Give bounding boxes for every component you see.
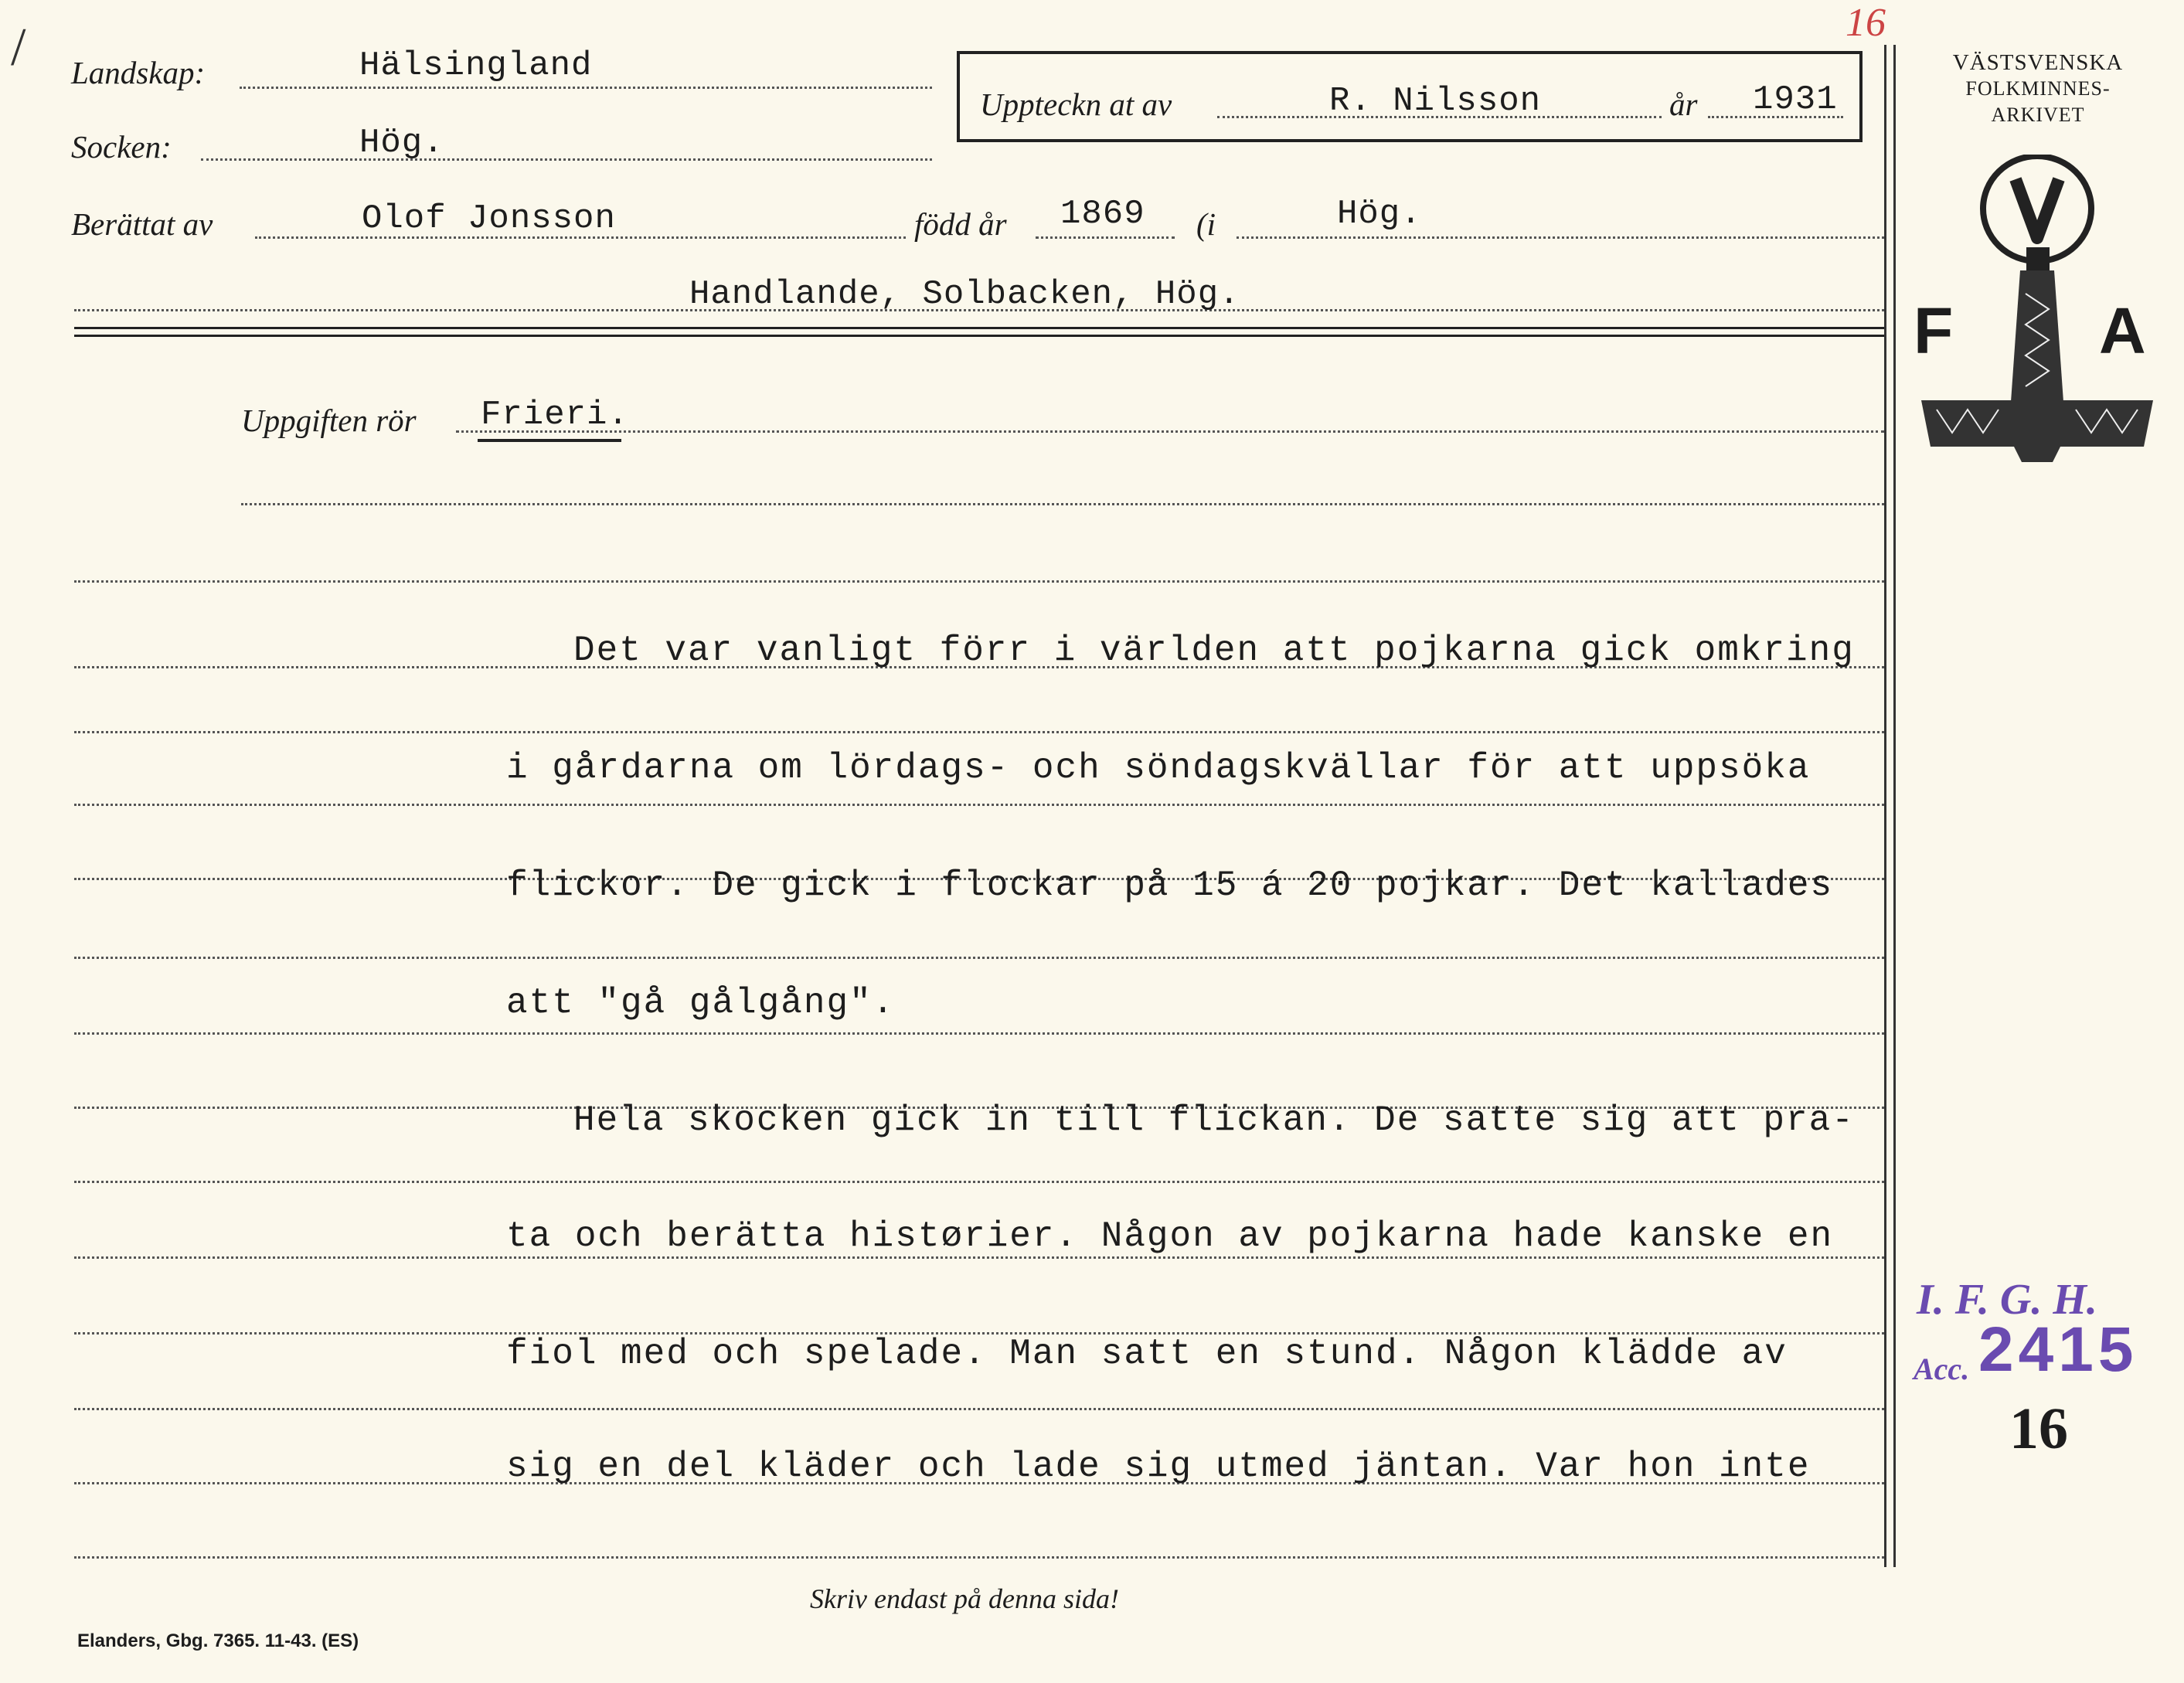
archive-name-line: FOLKMINNES- [1965,77,2111,100]
accession-stamp-number: 2415 [1978,1314,2138,1385]
archive-name-line: VÄSTSVENSKA [1952,50,2124,75]
header-double-rule [74,327,1884,329]
ruled-line [74,1556,1884,1559]
body-line: fiol med och spelade. Man satt en stund. Någon klädde av [506,1334,1788,1374]
socken-label: Socken: [71,129,172,165]
body-line: att "gå gålgång". [506,983,896,1023]
body-line: i gårdarna om lördags- och söndagskvällar för att uppsöka [506,748,1811,788]
ruled-line [74,1032,1884,1035]
ar-label: år [1669,87,1698,122]
margin-double-rule [1884,45,1886,1567]
i-label: (i [1196,206,1216,242]
body-line: Det var vanligt förr i världen att pojkarna gick omkring [573,631,1855,671]
uppteckn-value: R. Nilsson [1329,82,1542,121]
socken-value: Hög. [359,124,444,162]
berattat-label: Berättat av [71,206,213,242]
archive-name-line: ARKIVET [1991,104,2085,126]
landskap-value: Hälsingland [359,46,593,85]
ruled-line [74,1408,1884,1410]
landskap-label: Landskap: [71,55,206,90]
fodd-value: 1869 [1060,195,1145,233]
ruled-line [74,1256,1884,1259]
logo-letter-f: F [1914,294,1954,367]
ruled-line [74,804,1884,806]
ruled-line [74,580,1884,583]
uppteckn-label: Uppteckn at av [980,87,1172,122]
footer-instruction: Skriv endast på denna sida! [810,1583,1119,1614]
archive-name [1903,49,2173,128]
pencil-mark-top-left: / [11,18,26,77]
record-number: 16 [2009,1396,2068,1461]
fodd-label: född år [914,206,1007,242]
i-value: Hög. [1337,195,1422,233]
logo-letter-a: A [2099,294,2146,367]
occupation-value: Handlande, Solbacken, Hög. [689,275,1240,314]
fodd-line [1036,236,1175,239]
uppgiften-label: Uppgiften rör [241,403,417,438]
accession-stamp-ifgh: I. F. G. H. [1917,1276,2097,1324]
ruled-line [74,1181,1884,1183]
uppgiften-line [456,430,1884,433]
uppgiften-value: Frieri. [481,396,629,434]
body-line: Hela skocken gick in till flickan. De satte sig att pra- [573,1100,1855,1141]
socken-line [201,158,932,161]
ruled-line [74,957,1884,959]
uppgiften-underline [478,439,621,442]
ruled-line [241,503,1884,505]
body-line: sig en del kläder och lade sig utmed jäntan. Var hon inte [506,1447,1811,1487]
printer-imprint: Elanders, Gbg. 7365. 11-43. (ES) [77,1630,359,1651]
berattat-value: Olof Jonsson [362,199,616,238]
archive-logo [1906,155,2169,464]
landskap-line [240,87,932,89]
body-line: flickor. De gick i flockar på 15 á 20 pojkar. Det kallades [506,865,1834,906]
ruled-line [74,731,1884,733]
pencil-page-number: 16 [1846,1,1886,45]
body-line: ta och berätta histørier. Någon av pojkarna hade kanske en [506,1216,1834,1256]
i-line [1237,236,1884,239]
ar-value: 1931 [1753,80,1838,119]
accession-stamp-prefix: Acc. [1914,1352,1970,1386]
